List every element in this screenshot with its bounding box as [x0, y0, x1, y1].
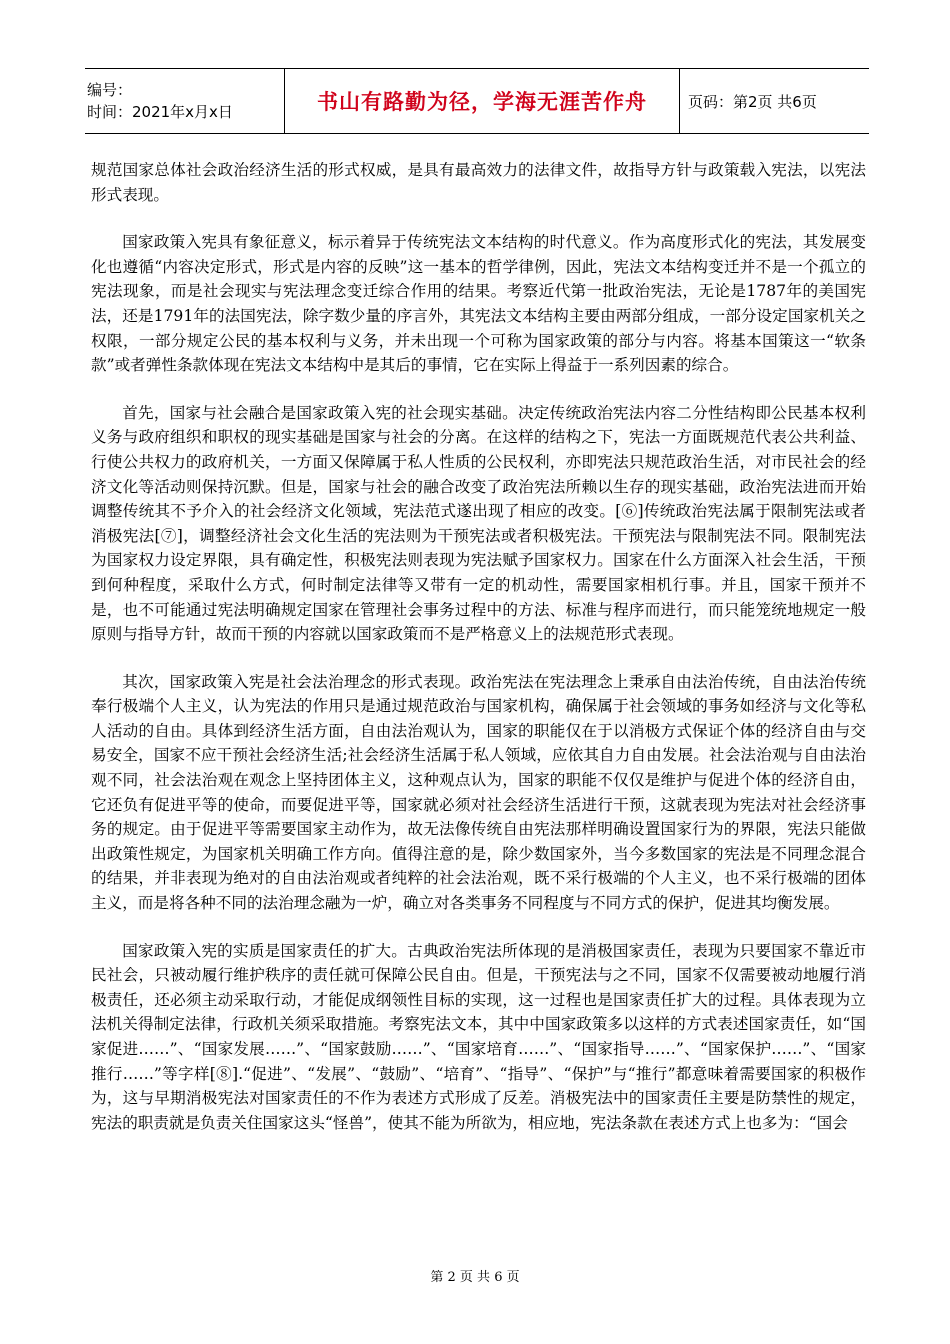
- paragraph: 首先，国家与社会融合是国家政策入宪的社会现实基础。决定传统政治宪法内容二分性结构即公民基本权利义务与政府组织和职权的现实基础是国家与社会的分离。在这样的结构之下，宪法一方面既规范代表公共利益、行使公共权力的政府机关，一方面又保障属于私人性质的公民权利，亦即宪法只规范政治生活，对市民社会的经济文化等活动则保持沉默。但是，国家与社会的融合改变了政治宪法所赖以生存的现实基础，政治宪法进而开始调整传统其不予介入的社会经济文化领域，宪法范式遂出现了相应的改变。[⑥]传统政治宪法属于限制宪法或者消极宪法[⑦]，调整经济社会文化生活的宪法则为干预宪法或者积极宪法。干预宪法与限制宪法不同。限制宪法为国家权力设定界限，具有确定性，积极宪法则表现为宪法赋予国家权力。国家在什么方面深入社会生活，干预到何种程度，采取什么方式，何时制定法律等又带有一定的机动性，需要国家相机行事。并且，国家干预并不是，也不可能通过宪法明确规定国家在管理社会事务过程中的方法、标准与程序而进行，而只能笼统地规定一般原则与指导方针，故而干预的内容就以国家政策而不是严格意义上的法规范形式表现。: [91, 403, 866, 644]
- header-page-cell: [680, 69, 869, 133]
- paragraph: 其次，国家政策入宪是社会法治理念的形式表现。政治宪法在宪法理念上秉承自由法治传统，自由法治传统奉行极端个人主义，认为宪法的作用只是通过规范政治与国家机构，确保属于社会领域的事务如经济与文化等私人活动的自由。具体到经济生活方面，自由法治观认为，国家的职能仅在于以消极方式保证个体的经济自由与交易安全，国家不应干预社会经济生活;社会经济生活属于私人领域，应依其自力自由发展。社会法治观与自由法治观不同，社会法治观在观念上坚持团体主义，这种观点认为，国家的职能不仅仅是维护与促进个体的经济自由，它还负有促进平等的使命，而要促进平等，国家就必须对社会经济生活进行干预，这就表现为宪法对社会经济事务的规定。由于促进平等需要国家主动作为，故无法像传统自由宪法那样明确设置国家行为的界限，宪法只能做出政策性规定，为国家机关明确工作方向。值得注意的是，除少数国家外，当今多数国家的宪法是不同理念混合的结果，并非表现为绝对的自由法治观或者纯粹的社会法治观，既不采行极端的个人主义，也不采行极端的团体主义，而是将各种不同的法治理念融为一炉，确立对各类事务不同程度与不同方式的保护，促进其均衡发展。: [91, 672, 866, 913]
- paragraph: 规范国家总体社会政治经济生活的形式权威，是具有最高效力的法律文件，故指导方针与政策载入宪法，以宪法形式表现。: [91, 161, 866, 204]
- document-number-label: 编号：: [87, 81, 133, 99]
- paragraph: 国家政策入宪具有象征意义，标示着异于传统宪法文本结构的时代意义。作为高度形式化的宪法，其发展变化也遵循“内容决定形式，形式是内容的反映”这一基本的哲学律例，因此，宪法文本结构变迁并不是一个孤立的宪法现象，而是社会现实与宪法理念变迁综合作用的结果。考察近代第一批政治宪法，无论是1787年的美国宪法，还是1791年的法国宪法，除字数少量的序言外，其宪法文本结构主要由两部分组成，一部分设定国家机关之权限，一部分规定公民的基本权利与义务，并未出现一个可称为国家政策的部分与内容。将基本国策这一“软条款”或者弹性条款体现在宪法文本结构中是其后的事情，它在实际上得益于一系列因素的综合。: [91, 233, 866, 375]
- header-motto: 书山有路勤为径，学海无涯苦作舟: [317, 90, 647, 114]
- page-header: [85, 68, 869, 134]
- page-footer: 第 2 页 共 6 页: [430, 1270, 520, 1285]
- header-meta: [85, 69, 285, 133]
- header-page-label: 页码：第2页 共6页: [688, 92, 817, 111]
- document-body: [91, 158, 866, 1158]
- paragraph: 国家政策入宪的实质是国家责任的扩大。古典政治宪法所体现的是消极国家责任，表现为只要国家不靠近市民社会，只被动履行维护秩序的责任就可保障公民自由。但是，干预宪法与之不同，国家不仅需要被动地履行消极责任，还必须主动采取行动，才能促成纲领性目标的实现，这一过程也是国家责任扩大的过程。具体表现为立法机关得制定法律，行政机关须采取措施。考察宪法文本，其中中国家政策多以这样的方式表述国家责任，如“国家促进……”、“国家发展……”、“国家鼓励……”、“国家培育……”、“国家指导……”、“国家保护……”、“国家推行……”等字样[⑧].“促进”、“发展”、“鼓励”、“培育”、“指导”、“保护”与“推行”都意味着需要国家的积极作为，这与早期消极宪法对国家责任的不作为表述方式形成了反差。消极宪法中的国家责任主要是防禁性的规定，宪法的职责就是负责关住国家这头“怪兽”，使其不能为所欲为，相应地，宪法条款在表述方式上也多为：“国会: [91, 941, 866, 1132]
- document-date-label: 时间：2021年x月x日: [87, 103, 233, 121]
- header-motto-cell: [285, 69, 680, 133]
